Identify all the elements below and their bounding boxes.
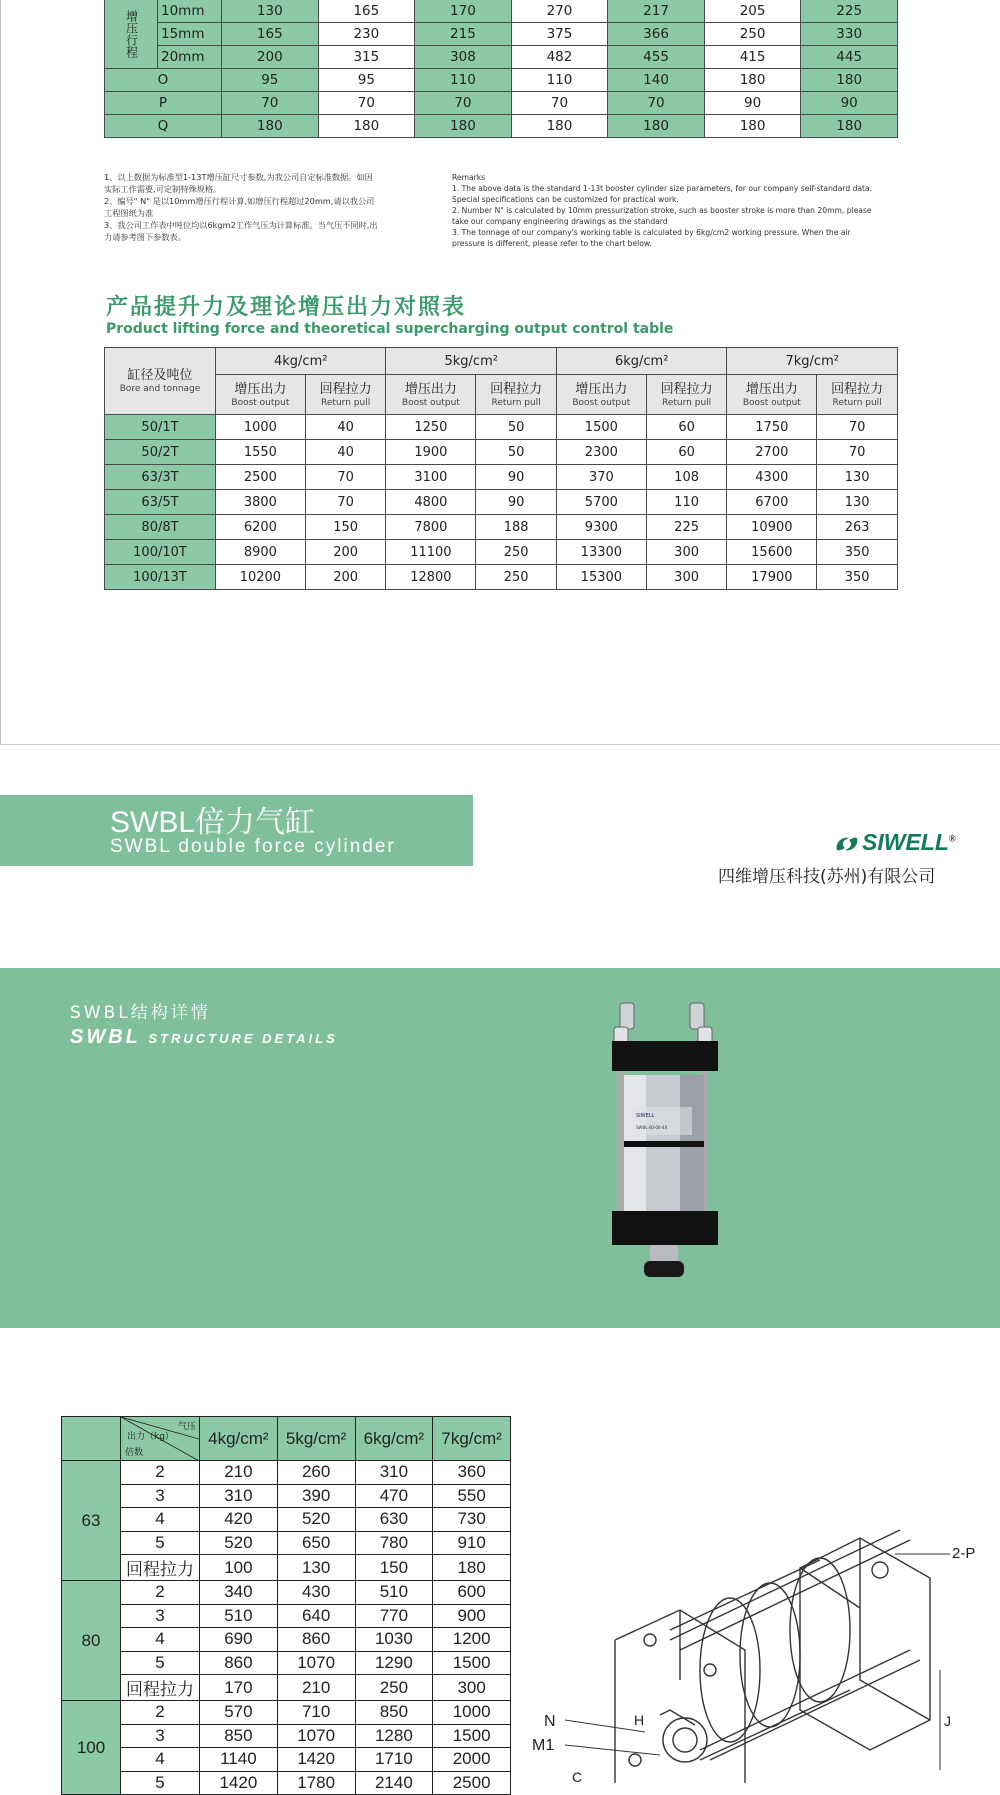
diagonal-corner [121,1417,200,1461]
table-cell: 1290 [355,1651,433,1675]
table-cell: 300 [646,540,727,565]
bore-label: 63/3T [105,465,216,490]
table-cell: 50 [476,440,557,465]
table-cell: 70 [511,92,608,115]
table-cell: 470 [355,1484,433,1508]
table-row [105,515,898,540]
table-cell: 366 [608,23,705,46]
bore-label: 100/10T [105,540,216,565]
return-header [305,375,386,415]
return-header-cn: 回程拉力 [319,381,372,397]
table-cell: 188 [476,515,557,540]
force-table-subtitle: Product lifting force and theoretical supercharging output control table [106,321,674,337]
table-cell: 650 [277,1531,355,1555]
table-row [105,565,898,590]
table-row [62,1555,511,1581]
pressure-header: 7kg/cm² [727,348,898,375]
siwell-logo [833,832,861,860]
bore-label: 80 [62,1581,121,1701]
table-cell: 1710 [355,1748,433,1772]
table-row [105,490,898,515]
table-cell: 300 [646,565,727,590]
structure-title-cn: SWBL结构详情 [70,1003,211,1023]
table-cell: 2300 [556,440,646,465]
table-row [105,46,898,69]
table-cell: 1250 [386,415,476,440]
table-cell: 270 [511,0,608,23]
table-cell: 60 [646,440,727,465]
note-line: 3. The tonnage of our company's working table is calculated by 6kg/cm2 working pressure. When the air [452,228,851,237]
table-cell: 640 [277,1604,355,1628]
table-cell: 350 [817,565,898,590]
table-cell: 4800 [386,490,476,515]
table-row [62,1581,511,1605]
bore-label: 100 [62,1701,121,1795]
bore-label: 63/5T [105,490,216,515]
note-line: 1、以上数据为标准型1-13T增压缸尺寸参数,为我公司自定标准数据。如因 [104,172,373,182]
boost-header-en: Boost output [742,397,801,408]
table-cell: 180 [222,115,319,138]
multiple-label: 3 [121,1724,200,1748]
table-cell: 130 [277,1555,355,1581]
table-cell: 350 [817,540,898,565]
table-cell: 110 [415,69,512,92]
table-cell: 180 [511,115,608,138]
table-cell: 15600 [727,540,817,565]
table-row [105,540,898,565]
table-cell: 510 [355,1581,433,1605]
table-row [105,415,898,440]
table-cell: 130 [222,0,319,23]
row-label: 10mm [158,0,222,23]
table-cell: 70 [305,465,386,490]
table-cell: 2140 [355,1771,433,1795]
bore-label: 80/8T [105,515,216,540]
table-cell: 780 [355,1531,433,1555]
table-row [62,1508,511,1532]
table-cell: 2500 [216,465,306,490]
note-line: 1. The above data is the standard 1-13t booster cylinder size parameters, for our company self-standard data. [452,184,873,193]
multiple-label: 2 [121,1461,200,1485]
table-cell: 2500 [433,1771,511,1795]
table-cell: 17900 [727,565,817,590]
table-cell: 70 [318,92,415,115]
table-cell: 510 [200,1604,278,1628]
product-label: SWBL-00-00-4X [636,1125,668,1130]
table-cell: 1900 [386,440,476,465]
table-cell: 520 [200,1531,278,1555]
boost-header-cn: 增压出力 [745,381,798,397]
boost-header [727,375,817,415]
return-header-en: Return pull [321,397,371,408]
logo-mark-icon [833,832,861,856]
return-header [476,375,557,415]
dimension-table [104,0,898,138]
table-cell: 1070 [277,1724,355,1748]
pressure-header: 5kg/cm² [386,348,556,375]
table-cell: 263 [817,515,898,540]
table-cell: 1550 [216,440,306,465]
table-cell: 600 [433,1581,511,1605]
table-cell: 210 [277,1675,355,1701]
table-cell: 130 [817,490,898,515]
table-cell: 170 [200,1675,278,1701]
table-cell: 11100 [386,540,476,565]
table-cell: 150 [305,515,386,540]
table-cell: 40 [305,440,386,465]
table-cell: 12800 [386,565,476,590]
table-cell: 250 [476,540,557,565]
table-cell: 1420 [277,1748,355,1772]
table-cell: 445 [801,46,898,69]
dim-label-c: C [572,1769,583,1783]
table-cell: 310 [355,1461,433,1485]
note-line: 工程图纸为准 [104,208,154,218]
table-cell: 690 [200,1628,278,1652]
table-row [105,115,898,138]
table-cell: 250 [355,1675,433,1701]
bore-label: 100/13T [105,565,216,590]
structure-title-en-main: SWBL [70,1026,141,1048]
table-row [105,465,898,490]
force-table-title: 产品提升力及理论增压出力对照表 [106,295,467,320]
table-cell: 140 [608,69,705,92]
table-cell: 150 [355,1555,433,1581]
table-cell: 3100 [386,465,476,490]
table-cell: 180 [704,115,801,138]
table-cell: 730 [433,1508,511,1532]
table-cell: 110 [646,490,727,515]
table-cell: 630 [355,1508,433,1532]
table-cell: 90 [476,490,557,515]
dim-label-2p: 2-P [952,1545,976,1562]
table-cell: 1030 [355,1628,433,1652]
table-cell: 1280 [355,1724,433,1748]
return-header-cn: 回程拉力 [831,381,884,397]
boost-header-en: Boost output [401,397,460,408]
table-cell: 180 [704,69,801,92]
table-cell: 8900 [216,540,306,565]
table-cell: 710 [277,1701,355,1725]
multiple-label: 回程拉力 [121,1675,200,1701]
banner-title-cn: SWBL倍力气缸 [110,806,316,839]
table-cell: 2700 [727,440,817,465]
dim-label-h: H [634,1712,645,1728]
table-row [62,1701,511,1725]
table-row [105,0,898,23]
table-cell: 70 [817,415,898,440]
table-cell: 110 [511,69,608,92]
multiple-label: 3 [121,1604,200,1628]
table-cell: 180 [318,115,415,138]
table-row [62,1604,511,1628]
table-cell: 180 [801,69,898,92]
section-divider [0,744,1000,745]
table-cell: 5700 [556,490,646,515]
table-row [62,1531,511,1555]
multiple-label: 回程拉力 [121,1555,200,1581]
return-header-cn: 回程拉力 [490,381,543,397]
table-cell: 225 [646,515,727,540]
note-line: pressure is different, please refer to the chart below. [452,239,652,248]
multiple-label: 3 [121,1484,200,1508]
table-cell: 180 [433,1555,511,1581]
table-cell: 40 [305,415,386,440]
table-cell: 770 [355,1604,433,1628]
table-cell: 860 [200,1651,278,1675]
table-cell: 390 [277,1484,355,1508]
notes-english [452,172,898,249]
table-cell: 455 [608,46,705,69]
table-cell: 850 [355,1701,433,1725]
table-cell: 108 [646,465,727,490]
table-cell: 215 [415,23,512,46]
table-cell: 90 [801,92,898,115]
dim-label-n: N [544,1713,556,1730]
table-cell: 900 [433,1604,511,1628]
table-cell: 3800 [216,490,306,515]
notes-chinese [104,171,424,243]
multiple-label: 5 [121,1651,200,1675]
table-row [62,1461,511,1485]
corner-en: Bore and tonnage [119,384,201,394]
row-label: O [105,69,222,92]
table-row [105,440,898,465]
table-cell: 1070 [277,1651,355,1675]
table-cell: 420 [200,1508,278,1532]
boost-header [216,375,306,415]
table-cell: 1420 [200,1771,278,1795]
table-row [62,1748,511,1772]
table-cell: 217 [608,0,705,23]
table-cell: 200 [305,565,386,590]
cylinder-product-image [606,995,726,1299]
multiple-label: 5 [121,1771,200,1795]
table-row [105,69,898,92]
table-cell: 95 [222,69,319,92]
table-cell: 6700 [727,490,817,515]
table-row [105,92,898,115]
dim-label-m1: M1 [532,1737,555,1754]
table-cell: 1500 [433,1724,511,1748]
table-cell: 180 [801,115,898,138]
table-row [105,23,898,46]
table-cell: 70 [222,92,319,115]
logo-text: SIWELL [862,829,949,855]
table-cell: 570 [200,1701,278,1725]
boost-header [556,375,646,415]
svg-text:SIWELL: SIWELL [636,1113,655,1119]
note-line: 2、编号" N" 是以10mm增压行程计算,如增压行程超过20mm,请以我公司 [104,196,375,206]
table-cell: 260 [277,1461,355,1485]
pressure-header: 7kg/cm² [433,1417,511,1461]
table-cell: 520 [277,1508,355,1532]
return-header [646,375,727,415]
pressure-header: 4kg/cm² [200,1417,278,1461]
row-label: 15mm [158,23,222,46]
note-line: 2. Number N" is calculated by 10mm pressurization stroke, such as booster stroke is more than 20mm, please [452,206,872,215]
table-cell: 360 [433,1461,511,1485]
table-cell: 250 [704,23,801,46]
table-cell: 310 [200,1484,278,1508]
multiple-label: 2 [121,1581,200,1605]
table-cell: 1140 [200,1748,278,1772]
company-name: 四维增压科技(苏州)有限公司 [718,867,936,887]
row-label: 20mm [158,46,222,69]
return-header-cn: 回程拉力 [660,381,713,397]
table-cell: 205 [704,0,801,23]
table-cell: 165 [318,0,415,23]
table-cell: 210 [200,1461,278,1485]
row-label: Q [105,115,222,138]
structure-title-en-sub: STRUCTURE DETAILS [148,1031,338,1046]
force-table [104,347,898,590]
pressure-header: 6kg/cm² [355,1417,433,1461]
table-cell: 2000 [433,1748,511,1772]
table-cell: 860 [277,1628,355,1652]
table-cell: 15300 [556,565,646,590]
table-cell: 180 [415,115,512,138]
table-cell: 10200 [216,565,306,590]
table-cell: 200 [222,46,319,69]
boost-header-cn: 增压出力 [575,381,628,397]
table-cell: 550 [433,1484,511,1508]
table-row [62,1484,511,1508]
corner-header [105,348,216,415]
table-cell: 225 [801,0,898,23]
multiple-label: 2 [121,1701,200,1725]
table-cell: 13300 [556,540,646,565]
table-cell: 90 [704,92,801,115]
table-cell: 60 [646,415,727,440]
return-header [817,375,898,415]
table-cell: 910 [433,1531,511,1555]
table-row [62,1724,511,1748]
table-cell: 315 [318,46,415,69]
table-cell: 375 [511,23,608,46]
pressure-header: 5kg/cm² [277,1417,355,1461]
registered-mark: ® [948,833,956,844]
boost-header-en: Boost output [231,397,290,408]
corner-label-multiple: 倍数 [125,1448,144,1458]
boost-header-cn: 增压出力 [404,381,457,397]
table-cell: 4300 [727,465,817,490]
table-cell: 6200 [216,515,306,540]
table-cell: 1000 [216,415,306,440]
corner-label-output: 出力（kg） [127,1432,174,1442]
table-cell: 1750 [727,415,817,440]
multiple-label: 4 [121,1748,200,1772]
table-cell: 1500 [556,415,646,440]
multiple-label: 4 [121,1508,200,1532]
boost-header-cn: 增压出力 [234,381,287,397]
note-line: Remarks [452,173,486,182]
table-row [62,1675,511,1701]
table-row [62,1651,511,1675]
table-cell: 850 [200,1724,278,1748]
table-cell: 170 [415,0,512,23]
table-cell: 1500 [433,1651,511,1675]
table-cell: 370 [556,465,646,490]
page-edge [0,0,1,744]
table-cell: 308 [415,46,512,69]
bore-label: 50/2T [105,440,216,465]
note-line: Special specifications can be customized for practical work. [452,195,679,204]
blank-corner [62,1417,121,1461]
return-header-en: Return pull [832,397,882,408]
table-cell: 1000 [433,1701,511,1725]
table-cell: 165 [222,23,319,46]
table-cell: 7800 [386,515,476,540]
table-cell: 180 [608,115,705,138]
corner-cn: 缸径及吨位 [127,368,193,383]
stroke-group-label: 增压行程 [105,0,158,69]
structure-title-en [70,1026,338,1049]
note-line: 3、我公司工作表中吨位均以6kgm2工作气压为计算标准。当气压不同时,出 [104,220,378,230]
multiple-label: 5 [121,1531,200,1555]
table-cell: 9300 [556,515,646,540]
spec-table [61,1416,511,1795]
return-header-en: Return pull [662,397,712,408]
dim-label-j: J [944,1713,951,1729]
table-cell: 300 [433,1675,511,1701]
boost-header-en: Boost output [572,397,631,408]
corner-label-pressure: 气压 [177,1422,196,1432]
cylinder-technical-drawing [520,1520,990,1787]
table-cell: 1780 [277,1771,355,1795]
table-cell: 70 [305,490,386,515]
boost-header [386,375,476,415]
table-cell: 250 [476,565,557,590]
table-row [62,1628,511,1652]
table-cell: 340 [200,1581,278,1605]
table-cell: 482 [511,46,608,69]
multiple-label: 4 [121,1628,200,1652]
table-cell: 415 [704,46,801,69]
table-cell: 130 [817,465,898,490]
table-cell: 200 [305,540,386,565]
note-line: 力请参考图下参数表。 [104,232,186,242]
table-cell: 90 [476,465,557,490]
table-cell: 100 [200,1555,278,1581]
bore-label: 50/1T [105,415,216,440]
row-label: P [105,92,222,115]
table-cell: 70 [608,92,705,115]
table-cell: 1200 [433,1628,511,1652]
table-cell: 50 [476,415,557,440]
table-cell: 10900 [727,515,817,540]
table-cell: 70 [415,92,512,115]
table-cell: 430 [277,1581,355,1605]
return-header-en: Return pull [491,397,541,408]
table-cell: 330 [801,23,898,46]
table-cell: 230 [318,23,415,46]
note-line: 实际工作需要,可定制特殊规格。 [104,184,222,194]
table-cell: 70 [817,440,898,465]
pressure-header: 6kg/cm² [556,348,726,375]
note-line: take our company engineering drawings as the standard [452,217,668,226]
logo-wordmark [862,829,956,856]
bore-label: 63 [62,1461,121,1581]
pressure-header: 4kg/cm² [216,348,386,375]
table-cell: 95 [318,69,415,92]
banner-title-en: SWBL double force cylinder [110,836,396,857]
